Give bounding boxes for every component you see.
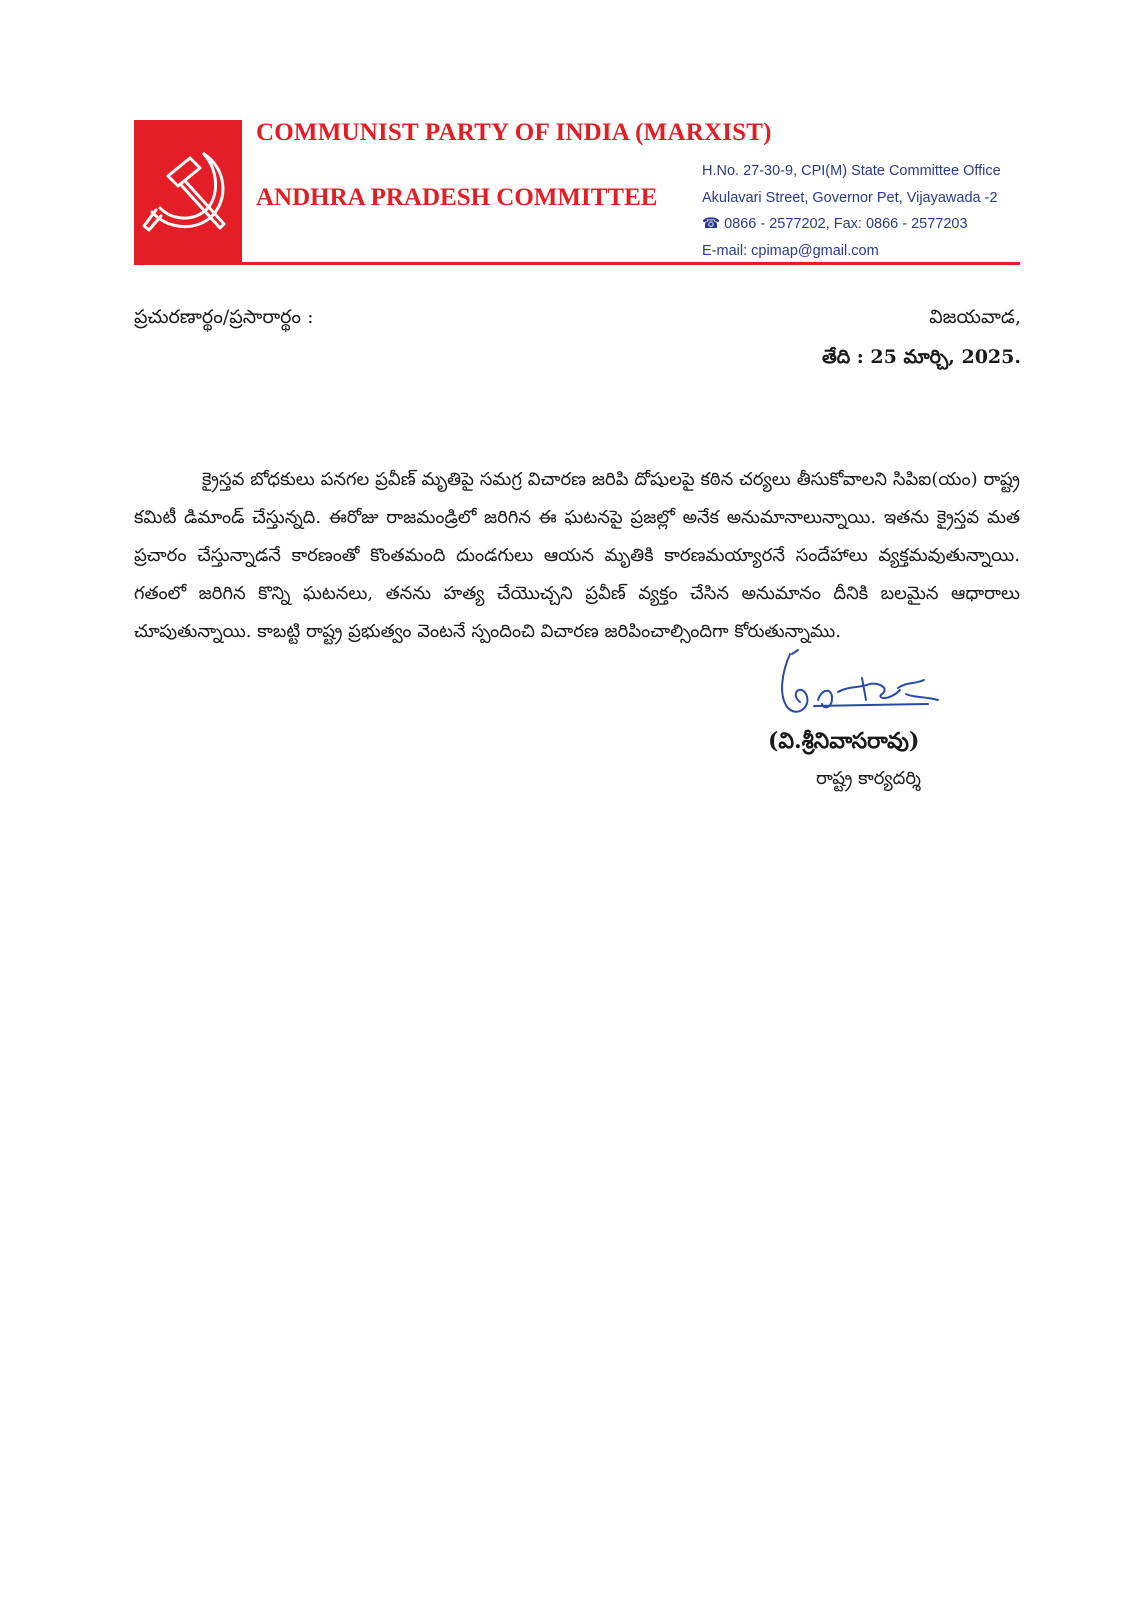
address-line: H.No. 27-30-9, CPI(M) State Committee Office [702,163,1001,179]
signatory-title: రాష్ట్ర కార్యదర్శి [816,768,921,789]
org-name: COMMUNIST PARTY OF INDIA (MARXIST) [256,119,772,146]
hammer-and-sickle-icon [134,134,242,244]
party-logo [134,120,242,264]
release-label: ప్రచురణార్థం/ప్రసారార్థం : [134,306,314,328]
handwritten-signature [778,648,948,728]
phone-fax-line: ☎ 0866 - 2577202, Fax: 0866 - 2577203 [702,216,968,232]
email-line: E-mail: cpimap@gmail.com [702,242,879,259]
signatory-name: (వి.శ్రీనివాసరావు) [768,728,920,754]
place: విజయవాడ, [929,306,1021,328]
header-divider [134,262,1020,265]
committee-name: ANDHRA PRADESH COMMITTEE [256,184,658,211]
statement-paragraph: క్రైస్తవ బోధకులు పనగల ప్రవీణ్ మృతిపై సమగ్ర విచారణ జరిపి దోషులపై కఠిన చర్యలు తీసుకోవాలని సిపిఐ(యం) రాష్ట్ర కమిటీ డిమాండ్ చేస్తున్నది. ఈరోజు రాజమండ్రిలో జరిగిన ఈ ఘటనపై ప్రజల్లో అనేక అనుమానాలున్నాయి. ఇతను క్రైస్తవ మత ప్రచారం చేస్తున్నాడనే కారణంతో కొంతమంది దుండగులు ఆయన మృతికి కారణమయ్యారనే సందేహాలు వ్యక్తమవుతున్నాయి. గతంలో జరిగిన కొన్ని ఘటనలు, తనను హత్య చేయొచ్చని ప్రవీణ్ వ్యక్తం చేసిన అనుమానం దీనికి బలమైన ఆధారాలు చూపుతున్నాయి. కాబట్టి రాష్ట్ర ప్రభుత్వం వెంటనే స్పందించి విచారణ జరిపించాల్సిందిగా కోరుతున్నాము. [134,469,1020,642]
address-line: Akulavari Street, Governor Pet, Vijayawada -2 [702,189,998,206]
date: తేది : 25 మార్చి, 2025. [821,346,1021,368]
contact-address [702,158,1032,264]
